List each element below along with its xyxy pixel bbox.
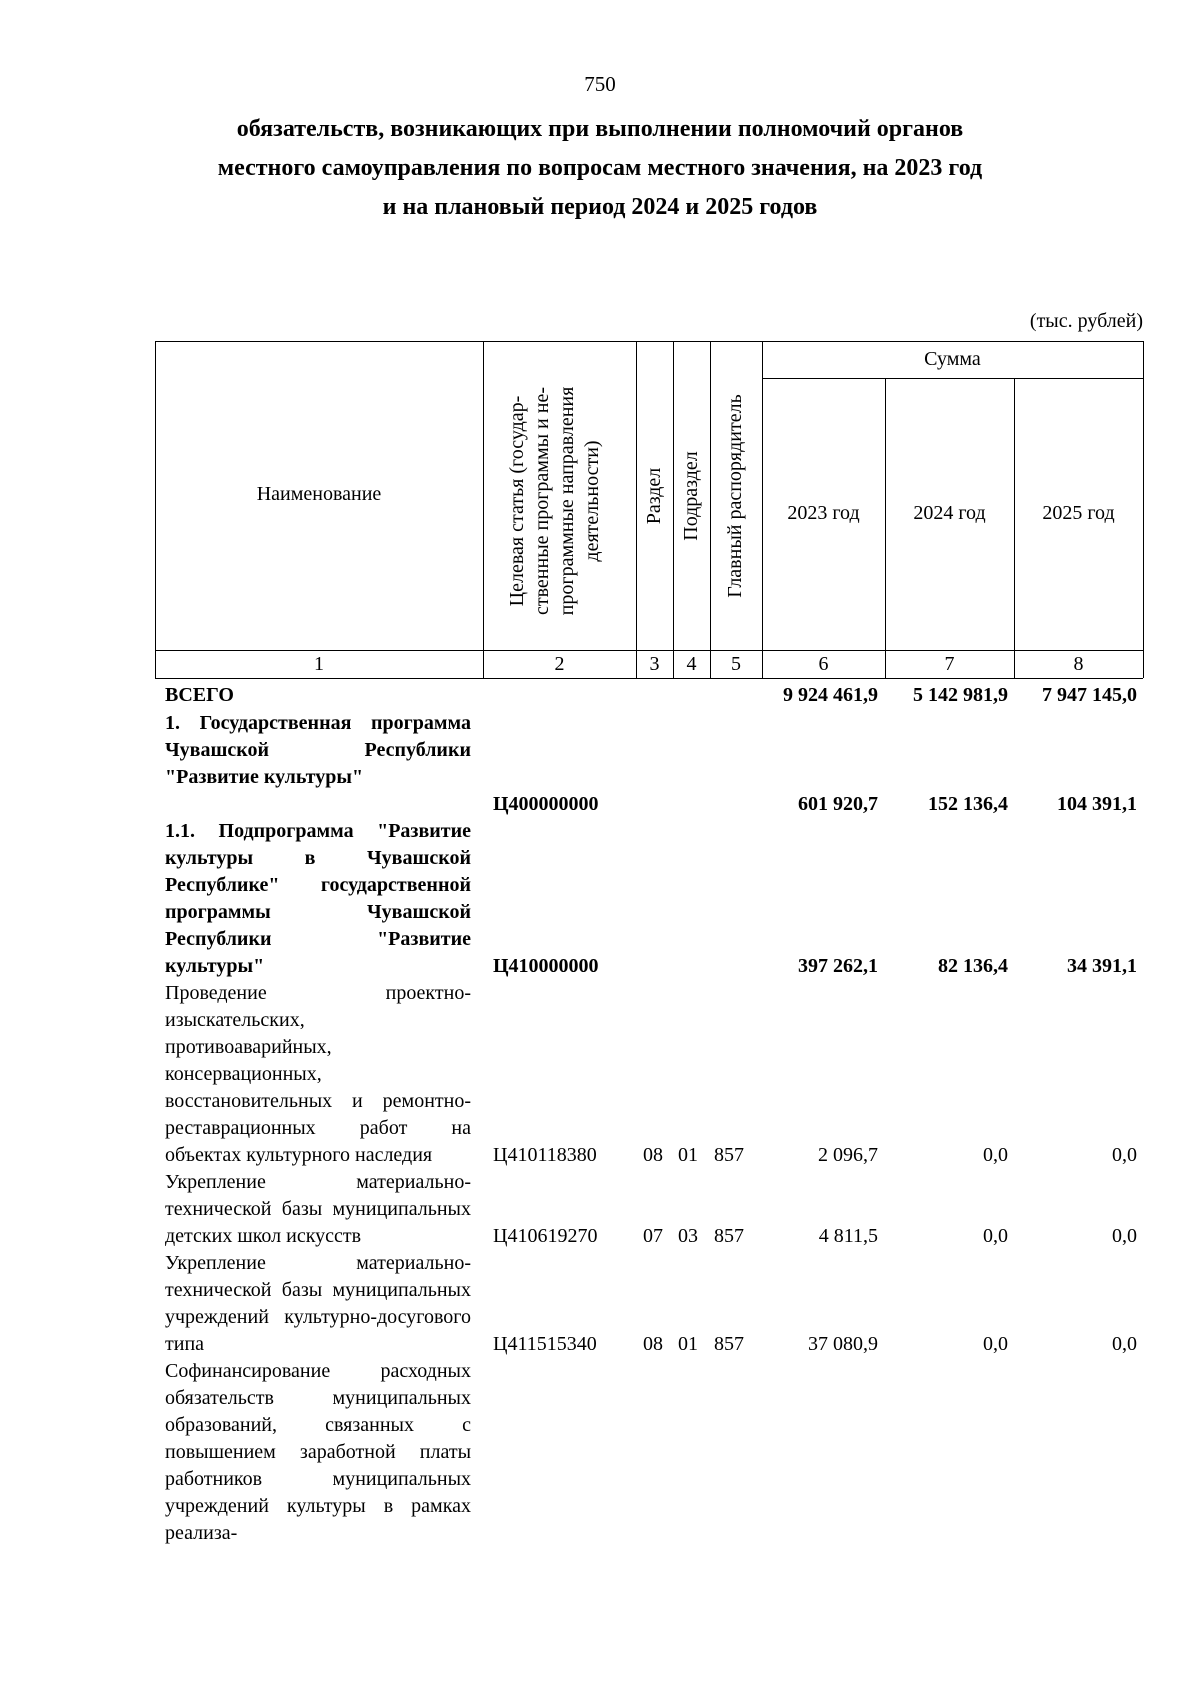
- header-name: Наименование: [256, 483, 382, 505]
- header-2024: 2024 год: [913, 502, 986, 524]
- row-value-2023: 2 096,7: [818, 1144, 878, 1166]
- row-target-code: Ц410118380: [493, 1144, 597, 1166]
- title-line-3: и на плановый период 2024 и 2025 годов: [382, 194, 818, 220]
- row-value-2023: 37 080,9: [808, 1333, 878, 1355]
- header-section: Раздел: [643, 467, 665, 525]
- row-value-2024: 82 136,4: [938, 955, 1008, 977]
- page-number: 750: [584, 72, 616, 96]
- header-subsection: Подраздел: [680, 451, 702, 541]
- row-name: 1.1. Подпрограмма "Развитие культуры в Чувашской Республике" государственной программы Чувашской Республики "Развитие культуры": [165, 820, 471, 977]
- row-section: 08: [643, 1144, 663, 1166]
- header-2025: 2025 год: [1042, 502, 1115, 524]
- row-value-2024: 152 136,4: [928, 793, 1008, 815]
- header-main-manager: Главный распорядитель: [724, 394, 746, 598]
- col-number-4: 4: [686, 653, 697, 675]
- col-number-3: 3: [649, 653, 660, 675]
- row-manager: 857: [714, 1225, 744, 1247]
- row-value-2025: 0,0: [1112, 1333, 1137, 1355]
- row-value-2024: 0,0: [983, 1333, 1008, 1355]
- col-number-8: 8: [1073, 653, 1084, 675]
- row-subsection: 03: [678, 1225, 698, 1247]
- row-section: 07: [643, 1225, 663, 1247]
- row-target-code: Ц400000000: [493, 793, 599, 815]
- row-value-2023: 9 924 461,9: [783, 684, 878, 706]
- title-line-2: местного самоуправления по вопросам местного значения, на 2023 год: [217, 155, 983, 181]
- row-target-code: Ц410000000: [493, 955, 599, 977]
- row-subsection: 01: [678, 1144, 698, 1166]
- row-value-2024: 0,0: [983, 1144, 1008, 1166]
- row-section: 08: [643, 1333, 663, 1355]
- row-target-code: Ц411515340: [493, 1333, 597, 1355]
- header-target-article: Целевая статья (государ- ственные программы и не- программные направления деятельности): [506, 386, 603, 616]
- row-name: Проведение проектно-изыскательских, противоаварийных, консервационных, восстановительных и ремонтно-реставрационных работ на объектах культурного наследия: [165, 982, 471, 1166]
- col-number-5: 5: [731, 653, 741, 675]
- row-name: Укрепление материально-технической базы муниципальных детских школ искусств: [165, 1171, 471, 1247]
- title-line-1: обязательств, возникающих при выполнении полномочий органов: [236, 116, 964, 142]
- col-number-2: 2: [554, 653, 565, 675]
- row-value-2025: 34 391,1: [1067, 955, 1137, 977]
- row-value-2023: 601 920,7: [798, 793, 878, 815]
- units-label: (тыс. рублей): [1029, 310, 1143, 332]
- row-name: 1. Государственная программа Чувашской Республики "Развитие культуры": [165, 712, 471, 788]
- col-number-6: 6: [818, 653, 829, 675]
- col-number-7: 7: [944, 653, 955, 675]
- row-name: Софинансирование расходных обязательств муниципальных образований, связанных с повышением заработной платы работников муниципальных учреждений культуры в рамках реализа-: [165, 1360, 471, 1544]
- row-subsection: 01: [678, 1333, 698, 1355]
- row-manager: 857: [714, 1144, 744, 1166]
- row-manager: 857: [714, 1333, 744, 1355]
- row-name: ВСЕГО: [165, 684, 234, 706]
- row-value-2025: 0,0: [1112, 1225, 1137, 1247]
- row-value-2023: 4 811,5: [818, 1225, 878, 1247]
- header-sum: Сумма: [924, 348, 981, 370]
- col-number-1: 1: [314, 653, 324, 675]
- row-value-2024: 5 142 981,9: [913, 684, 1008, 706]
- row-value-2025: 104 391,1: [1057, 793, 1137, 815]
- row-value-2023: 397 262,1: [798, 955, 878, 977]
- row-value-2025: 0,0: [1112, 1144, 1137, 1166]
- row-target-code: Ц410619270: [493, 1225, 598, 1247]
- header-2023: 2023 год: [787, 502, 860, 524]
- row-value-2024: 0,0: [983, 1225, 1008, 1247]
- row-name: Укрепление материально-технической базы муниципальных учреждений культурно-досугового типа: [165, 1252, 471, 1355]
- row-value-2025: 7 947 145,0: [1042, 684, 1137, 706]
